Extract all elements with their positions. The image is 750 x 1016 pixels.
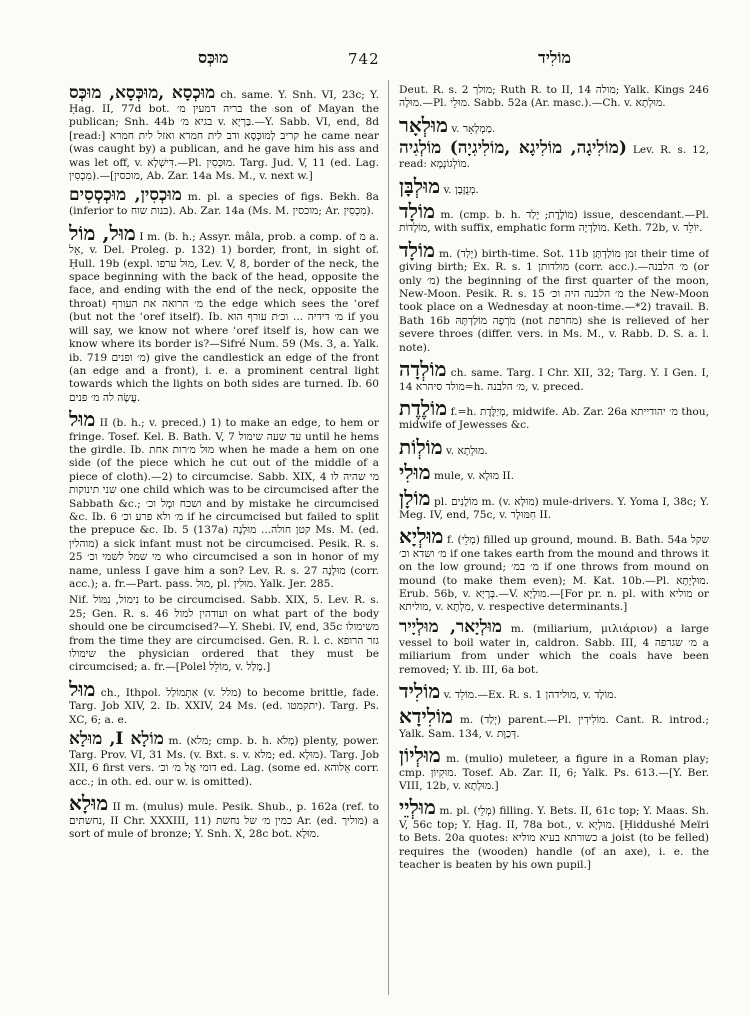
entry-headword: מוּלְבָּן xyxy=(399,173,441,198)
dictionary-entry xyxy=(399,200,709,236)
entry-headword: מוּלְאָר xyxy=(399,112,448,137)
dictionary-entry xyxy=(69,222,379,405)
entry-definition: I m. (b. h.; Assyr. mâla, prob. a comp. of מ a. אֵל, v. Del. Proleg. p. 132) 1) border, front, in sight of. Ḥull. 19b (expl. מוּל ערפו, Lev. V, 8, border of the neck, the space beginning with the back of the head, opposite the face, and ending with the end of the neck, opposite the throat) מ׳ הרואה את העורף the edge which sees the ʿoref (but not the ʿoref itself). Ib. מ׳ דידיה ... וכ׳ת עורף הוא if you will say, we know not where ʿoref itself is, how can we know where its border is?—Sifré Num. 59 (Ms. 3, a. Yalk. ib. 719 מ׳ ופנים) give the candlestick an edge of the front (an edge and a front), i. e. a prominent central light towards which the lights on both sides are turned. Ib. 60 עֲשָׂה לה מ׳ פנים. xyxy=(69,230,379,404)
dictionary-entry xyxy=(399,239,709,355)
entry-headword: מוּלְיָאר, מוּלְיָיר xyxy=(399,616,502,637)
entry-headword: מוֹלָן xyxy=(399,485,431,510)
entry-headword: מוּל, מוֹל xyxy=(69,220,136,245)
entry-headword: מוּלָא xyxy=(69,791,109,816)
dictionary-entry xyxy=(399,436,709,458)
entry-headword: (מוֹלִיגָה, מוֹלִיגָא ,מוֹלִיגִיָה) מוֹלְגִיה xyxy=(399,138,627,159)
left-column xyxy=(69,84,379,1004)
entry-definition: v. מוֹלֵד.—Ex. R. s. 1 מולידהן, v. מוֹלָד. xyxy=(443,689,617,701)
entry-definition: v. מוּלְתָא. xyxy=(446,444,488,457)
entry-headword: מוֹלְוֹת xyxy=(399,434,443,459)
dictionary-entry xyxy=(399,175,709,197)
entry-definition: m. (cmp. b. h. מוֹלֶדֶת; יָלַד) issue, descendant.—Pl. מוֹלָדוֹת, with suffix, emphatic form מוֹלַדְיָה. Keth. 72b, v. יוֹלֵד. xyxy=(399,209,709,235)
dictionary-entry xyxy=(399,705,709,741)
right-running-headword: מוֹלִיד xyxy=(538,48,571,67)
column-divider xyxy=(388,80,389,995)
entry-headword: מוֹלָד xyxy=(399,237,435,262)
entry-definition: ch. same. Y. Snh. VI, 23c; Y. Ḥag. II, 77d bot. בריה דמעין מ׳ the son of Mayan the publican; Snh. 44b בגיא מ׳ v. בַּרְיָא.—Y. Sabb. VI, end, 8d [read:] קריב לְמוּכְּסָא ודב לית חמרא ואזל לית חמרא he came near (was caught by) a publican, and he gave him his ass and was let off, v. דִּישְׁלָא.—Pl. מוּכְּסִין. Targ. Jud. V, 11 (ed. Lag. מִכְסִין).—[מוכסין, Ab. Zar. 14a Ms. M., v. next w.] xyxy=(69,89,379,183)
dictionary-entry xyxy=(69,594,379,674)
dictionary-entry xyxy=(399,744,709,793)
entry-headword: מוֹלָד xyxy=(399,199,435,224)
dictionary-entry xyxy=(399,618,709,677)
dictionary-entry xyxy=(69,408,379,591)
entry-definition: m. (מלא; cmp. b. h. מְלֹא) plenty, power. Targ. Prov. VI, 31 Ms. (v. Bxt. s. v. מלא; ed. מוּלָא). Targ. Job XII, 6 first vers. דומי אֱל מ׳ וכ׳ ed. Lag. (some ed. אֵלוהא corr. acc.; in oth. ed. our w. is omitted). xyxy=(69,735,379,788)
page-number: 742 xyxy=(348,50,380,68)
entry-definition: m. (miliarium, μιλιάριον) a large vessel to boil water in, caldron. Sabb. III, 4 מ׳ שגרפה a miliarium from under which the coals have been removed; Y. ib. III, 6a bot. xyxy=(399,622,709,676)
entry-definition: f.=h. מְיַלֶּדֶת, midwife. Ab. Zar. 26a מ׳ יהודייתא thou, midwife of Jewesses &c. xyxy=(399,405,709,432)
dictionary-entry xyxy=(399,796,709,872)
entry-definition: Deut. R. s. 2 מולך; Ruth R. to II, 14 מולה; Yalk. Kings 246 מוּלָה.—Pl. מוּלֵי. Sabb. 52a (Ar. masc.).—Ch. v. מוּלְתָא. xyxy=(399,84,709,110)
entry-definition: m. pl. (מְלֵי) filling. Y. Bets. II, 61c top; Y. Maas. Sh. V, 56c top; Y. Ḥag. II, 78a bot., v. מוּלְיָא. [Ḥiddushé Meïri to Bets. 20a quotes: כשורתא בעיא מוליא a joist (to be felled) requires the (wooden) handle (of an axe), i. e. the teacher is beaten by his own pupil.] xyxy=(399,805,709,872)
entry-definition: II (b. h.; v. preced.) 1) to make an edge, to hem or fringe. Tosef. Kel. B. Bath. V, 7 עד שעה שימול until he hems the girdle. Ib. מוּל מ׳רות אחת when he made a hem on one side (of the piece which he cut out of the middle of a piece of cloth).—2) to circumcise. Sabb. XIX, 4 מי שהיה לו שני תינוקות one child which was to be circumcised after the Sabbath &c.; ושכח ומָל וכ׳ and by mistake he circumcised &c. Ib. 6 מ׳ ולא פרע וכ׳ if he circumcised but failed to split the prepuce &c. Ib. 5 (137a) קטן חולה... מוּלְנָה Ms. M. (ed. מוהלין) a sick infant must not be circumcised. Pesik. R. s. 25 מי שמל לשמי וכ׳ who circumcised a son in honor of my name, unless I gave him a son? Lev. R. s. 27 מוּלָנָה (corr. acc.); a. fr.—Part. pass. מוּל, pl. מוּלִין. Yalk. Jer. 285. xyxy=(69,417,379,590)
entry-headword: מוּלְיֵי xyxy=(399,795,436,820)
right-column xyxy=(399,84,709,1004)
page-header xyxy=(0,48,750,78)
entry-headword: מוּכְסִין, מוּכְסְסִים xyxy=(69,185,182,206)
entry-definition: m. (יָלַד) birth-time. Sot. 11b זמן מוֹלַדְתָּן their time of giving birth; Ex. R. s. 1 מולדותן (corr. acc.).—מ׳ הלבנה (or only מ׳) the beginning of the first quarter of the moon, New-Moon. Pesik. R. s. 15 מ׳ הלבנה היה וכ׳ the New-Moon took place on a Wednesday at noon-time.—*2) travail. B. Bath 16b מֹרְפָה מוֹלַדְתָּהּ (not מחרפת) she is relieved of her severe throes (differ. vers. in Ms. M., v. Rabb. D. S. a. l. note). xyxy=(399,247,709,354)
entry-definition: v. מַמְלְאָר. xyxy=(451,122,496,135)
entry-headword: מוּכְסָא ,מוּכְּסָא, מוּכְּס xyxy=(69,84,216,103)
dictionary-entry xyxy=(69,730,379,789)
entry-headword: מוֹלְדָה xyxy=(399,357,447,382)
entry-definition: f. (מְלֵי) filled up ground, mound. B. Bath. 54a שקל מ׳ ושדא וכ׳ if one takes earth from the mound and throws it on the low ground; מ׳ במ׳ if one throws from mound on mound (to make them even); M. Kat. 10b.—Pl. מוּלְיָתָא. Erub. 56b, v. בְּרָיָא.—V. מולְיָא.—[For pr. n. pl. with מוליא or מוליתא, v. מִלְתָא, v. respective determinants.] xyxy=(399,534,709,614)
dictionary-entry xyxy=(399,84,709,111)
dictionary-entry xyxy=(399,680,709,702)
entry-headword: מוּל xyxy=(69,407,96,432)
entry-headword: מוּלְיָא xyxy=(399,524,444,549)
dictionary-entry xyxy=(69,84,379,183)
dictionary-entry xyxy=(399,461,709,483)
entry-definition: ch. same. Targ. I Chr. XII, 32; Targ. Y. I Gen. I, 14 מולד סיהרא=h. מ׳ הלבנה, v. preced. xyxy=(399,367,709,393)
entry-headword: מוֹלִידָא xyxy=(399,704,454,729)
dictionary-entry xyxy=(69,186,379,218)
entry-definition: m. (יְלַד) parent.—Pl. מוֹלִידִין. Cant. R. introd.; Yalk. Sam. 134, v. דְּכַוָּת. xyxy=(399,714,709,740)
dictionary-entry xyxy=(69,792,379,841)
entry-headword: מוֹלִיד xyxy=(399,679,441,703)
entry-definition: ch., Ithpol. אִתְמוֹלַל (v. מלל) to become brittle, fade. Targ. Job XIV, 2. Ib. XXIV, 24 Ms. (ed. יתקמטו). Targ. Ps. XC, 6; a. e. xyxy=(69,686,379,726)
dictionary-entry xyxy=(69,678,379,727)
entry-definition: Nif. נִימוֹל, נִמּוֹל to be circumcised. Sabb. XIX, 5. Lev. R. s. 25; Gen. R. s. 46 ועודהין למול on what part of the body should one be circumcised?—Y. Shebi. IV, end, 35c משימולו from the time they are circumcised. Gen. R. l. c. גזר הרופא שימולו the physician ordered that they must be circumcised; a. fr.—[Polel מוֹלֵל, v. מָלַל.] xyxy=(69,594,379,674)
dictionary-entry xyxy=(399,358,709,394)
entry-definition: m. pl. a species of figs. Bekh. 8a (inferior to בנות שוח). Ab. Zar. 14a (Ms. M. מוכסין; Ar. מִכְסִין). xyxy=(69,191,379,218)
entry-definition: Lev. R. s. 12, read: מוֹלְגוֹנְמָא. xyxy=(399,144,709,171)
dictionary-entry xyxy=(399,139,709,171)
dictionary-entry xyxy=(399,487,709,523)
dictionary-entry xyxy=(399,114,709,136)
entry-definition: pl. מוֹלָנִים m. (v. מוּלָא) mule-drivers. Y. Yoma I, 38c; Y. Meg. IV, end, 75c, v. חִמּוּלָר II. xyxy=(399,495,709,521)
dictionary-entry xyxy=(399,397,709,433)
entry-headword: מוּלִי xyxy=(399,460,431,485)
entry-definition: mule, v. מוּלָא II. xyxy=(433,470,515,483)
entry-headword: מוּלְיוֹן xyxy=(399,743,441,768)
left-running-headword: מוּכְּס xyxy=(198,48,229,67)
entry-definition: v. מְנֻזָּבָן. xyxy=(443,183,479,196)
entry-headword: מוּל xyxy=(69,676,96,701)
entry-definition: m. (mulio) muleteer, a figure in a Roman play; cmp. מוּקִיוֹן. Tosef. Ab. Zar. II, 6; Yalk. Ps. 613.—[Y. Ber. VIII, 12b, v. מוּלְתָא.] xyxy=(399,753,709,793)
dictionary-entry xyxy=(399,525,709,614)
entry-headword: מוֹלָא I, מוּלָא xyxy=(69,729,164,750)
entry-headword: מוֹלֶדֶת xyxy=(399,395,448,420)
entry-definition: II m. (mulus) mule. Pesik. Shub., p. 162a (ref. to נחשתים, II Chr. XXXIII, 11) כמין מ׳ של נחשת Ar. (ed. מוליך) a sort of mule of bronze; Y. Snh. X, 28c bot. מוּלָא. xyxy=(69,801,379,841)
